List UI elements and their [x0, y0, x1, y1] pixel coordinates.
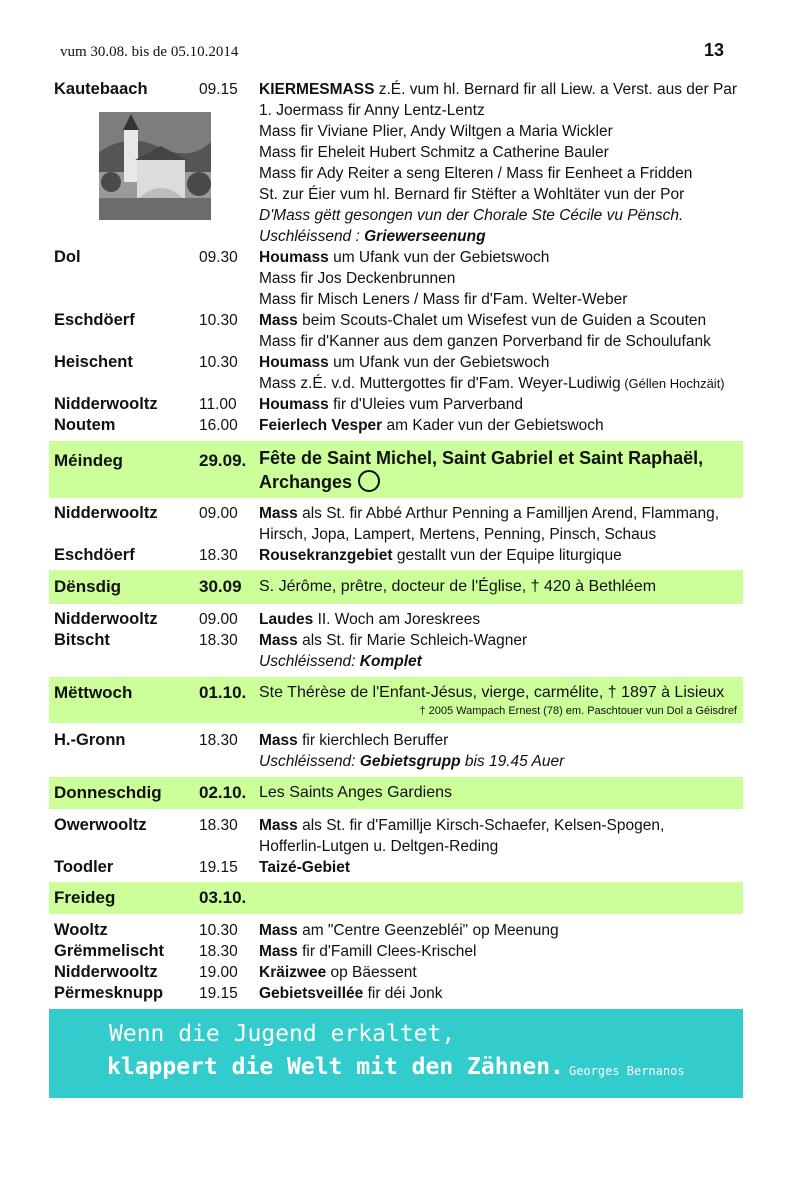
service-type: Mass [259, 922, 298, 939]
service-description [259, 205, 683, 226]
place-name: H.-Gronn [54, 731, 126, 749]
day-date: 01.10. [199, 683, 247, 702]
day-date: 30.09 [199, 577, 242, 596]
service-type: KIERMESMASS [259, 81, 375, 98]
day-header-tuesday [49, 570, 743, 604]
service-type: Mass [259, 732, 298, 749]
service-text: beim Scouts-Chalet um Wisefest vun de Guiden a Scouten [297, 312, 707, 329]
schedule-row [49, 751, 743, 772]
service-description [259, 142, 609, 163]
day-date: 29.09. [199, 451, 247, 470]
service-type: Gebietsveillée [259, 985, 364, 1002]
schedule-row [49, 373, 743, 394]
schedule-row [49, 247, 743, 268]
service-text: als St. fir d'Famillje Kirsch-Schaefer, Kelsen-Spogen, [297, 817, 665, 834]
feast-line-2: Archanges [259, 472, 353, 492]
service-description [259, 289, 627, 310]
schedule-row [49, 310, 743, 331]
service-description [259, 373, 725, 394]
schedule-row [49, 415, 743, 436]
feast-text: Ste Thérèse de l'Enfant-Jésus, vierge, carmélite, † 1897 à Lisieux [259, 684, 725, 701]
service-text: fir kierchlech Beruffer [297, 732, 449, 749]
schedule-row [49, 836, 743, 857]
schedule-row [49, 394, 743, 415]
italic-note: D'Mass gëtt gesongen vun der Chorale Ste Cécile vu Pënsch. [259, 207, 684, 224]
schedule-row [49, 503, 743, 524]
service-time: 09.00 [199, 505, 238, 522]
schedule-row [49, 983, 743, 1004]
service-description [259, 226, 486, 247]
service-description [259, 651, 422, 672]
italic-note: Uschléissend: [259, 753, 360, 770]
service-text: Mass fir d'Kanner aus dem ganzen Porverband fir de Schoulufank [259, 333, 711, 350]
service-text: am "Centre Geenzebléi" op Meenung [297, 922, 559, 939]
monday-section [49, 503, 743, 566]
schedule-row [49, 268, 743, 289]
schedule-row [49, 857, 743, 878]
service-description [259, 247, 549, 268]
italic-note: Uschléissend : [259, 228, 365, 245]
schedule-row [49, 205, 743, 226]
service-description [259, 609, 480, 630]
place-name: Grëmmelischt [54, 942, 165, 960]
service-time: 18.30 [199, 943, 238, 960]
day-name: Méindeg [54, 451, 123, 470]
schedule-row [49, 941, 743, 962]
quote-line-1: Wenn die Jugend erkaltet, [109, 1021, 456, 1047]
service-time: 10.30 [199, 312, 238, 329]
italic-bold-note: Griewerseenung [364, 228, 486, 245]
service-time: 18.30 [199, 547, 238, 564]
quote-line-2: klappert die Welt mit den Zähnen. [107, 1054, 564, 1080]
service-description [259, 524, 656, 545]
day-name: Donneschdig [54, 783, 162, 802]
sunday-section [49, 79, 743, 436]
place-name: Nidderwooltz [54, 504, 158, 522]
service-text: Mass fir Misch Leners / Mass fir d'Fam. Welter-Weber [259, 291, 628, 308]
service-text: um Ufank vun der Gebietswoch [328, 249, 550, 266]
service-text: fir d'Famill Clees-Krischel [297, 943, 477, 960]
schedule-row [49, 331, 743, 352]
service-text: Mass z.É. v.d. Muttergottes fir d'Fam. Weyer-Ludiwig [259, 375, 621, 392]
service-description [259, 163, 692, 184]
place-name: Toodler [54, 858, 114, 876]
schedule-row [49, 121, 743, 142]
service-text: als St. fir Abbé Arthur Penning a Familljen Arend, Flammang, [297, 505, 720, 522]
schedule-row [49, 962, 743, 983]
circle-icon [358, 470, 380, 492]
italic-note: bis 19.45 Auer [460, 753, 565, 770]
schedule-row [49, 142, 743, 163]
schedule-row [49, 730, 743, 751]
service-description [259, 121, 613, 142]
service-type: Mass [259, 505, 298, 522]
day-name: Dënsdig [54, 577, 122, 596]
service-description [259, 268, 455, 289]
service-description [259, 857, 350, 878]
service-text: II. Woch am Joreskrees [313, 611, 481, 628]
service-time: 09.15 [199, 81, 238, 98]
quote-box [49, 1009, 743, 1098]
service-time: 09.30 [199, 249, 238, 266]
service-text: Mass fir Viviane Plier, Andy Wiltgen a Maria Wickler [259, 123, 613, 140]
schedule-row [49, 100, 743, 121]
schedule-row [49, 524, 743, 545]
service-description [259, 836, 498, 857]
service-type: Houmass [259, 396, 329, 413]
schedule-row [49, 79, 743, 100]
service-time: 19.00 [199, 964, 238, 981]
schedule-row [49, 609, 743, 630]
place-name: Nidderwooltz [54, 610, 158, 628]
service-type: Feierlech Vesper [259, 417, 383, 434]
schedule-row [49, 226, 743, 247]
service-time: 18.30 [199, 817, 238, 834]
service-type: Houmass [259, 249, 329, 266]
service-text: am Kader vun der Gebietswoch [382, 417, 604, 434]
service-description [259, 730, 448, 751]
service-description [259, 79, 737, 100]
service-text: um Ufank vun der Gebietswoch [328, 354, 550, 371]
day-name: Freideg [54, 888, 116, 907]
place-name: Noutem [54, 416, 116, 434]
place-name: Dol [54, 248, 81, 266]
service-description [259, 184, 684, 205]
italic-bold-note: Gebietsgrupp [359, 753, 461, 770]
place-name: Nidderwooltz [54, 395, 158, 413]
service-description [259, 815, 664, 836]
service-text: Mass fir Jos Deckenbrunnen [259, 270, 456, 287]
day-header-thursday [49, 777, 743, 809]
service-description [259, 100, 485, 121]
day-header-monday [49, 441, 743, 498]
service-description [259, 310, 706, 331]
service-description [259, 394, 523, 415]
service-text: fir déi Jonk [363, 985, 443, 1002]
feast-text: S. Jérôme, prêtre, docteur de l'Église, † 420 à Bethléem [259, 578, 657, 595]
schedule-row [49, 163, 743, 184]
service-type: Kräizwee [259, 964, 327, 981]
service-text: z.É. vum hl. Bernard fir all Liew. a Verst. aus der Par [374, 81, 738, 98]
service-description [259, 503, 719, 524]
place-name: Heischent [54, 353, 133, 371]
service-text: op Bäessent [326, 964, 417, 981]
service-description [259, 545, 622, 566]
service-type: Mass [259, 632, 298, 649]
service-description [259, 331, 711, 352]
service-text: St. zur Éier vum hl. Bernard fir Stëfter a Wohltäter vun der Por [259, 186, 685, 203]
service-text: gestallt vun der Equipe liturgique [392, 547, 622, 564]
day-header-friday [49, 882, 743, 914]
day-date: 03.10. [199, 888, 247, 907]
day-header-wednesday [49, 677, 743, 723]
obituary-note: † 2005 Wampach Ernest (78) em. Paschtouer vun Dol a Géisdref [419, 705, 737, 717]
day-date: 02.10. [199, 783, 247, 802]
service-type: Mass [259, 312, 298, 329]
service-time: 19.15 [199, 985, 238, 1002]
quote-author: Georges Bernanos [569, 1064, 685, 1078]
day-name: Mëttwoch [54, 683, 133, 702]
service-text: Mass fir Ady Reiter a seng Elteren / Mass fir Eenheet a Fridden [259, 165, 693, 182]
italic-note: Uschléissend: [259, 653, 360, 670]
place-name: Eschdöerf [54, 311, 135, 329]
schedule-row [49, 815, 743, 836]
service-description [259, 941, 476, 962]
service-type: Mass [259, 943, 298, 960]
page-number: 13 [703, 40, 724, 60]
service-text: 1. Joermass fir Anny Lentz-Lentz [259, 102, 485, 119]
service-text: Hofferlin-Lutgen u. Deltgen-Reding [259, 838, 499, 855]
place-name: Owerwooltz [54, 816, 147, 834]
place-name: Përmesknupp [54, 984, 164, 1002]
schedule-row [49, 545, 743, 566]
service-time: 10.30 [199, 922, 238, 939]
header-date-range: vum 30.08. bis de 05.10.2014 [60, 44, 239, 60]
schedule-row [49, 289, 743, 310]
service-description [259, 352, 549, 373]
service-description [259, 962, 417, 983]
service-description [259, 751, 564, 772]
service-type: Laudes [259, 611, 314, 628]
service-description [259, 630, 527, 651]
italic-bold-note: Komplet [359, 653, 422, 670]
feast-line-1: Fête de Saint Michel, Saint Gabriel et Saint Raphaël, [259, 448, 704, 468]
friday-section [49, 920, 743, 1004]
service-time: 10.30 [199, 354, 238, 371]
service-type: Houmass [259, 354, 329, 371]
service-text: Hirsch, Jopa, Lampert, Mertens, Penning, Pinsch, Schaus [259, 526, 657, 543]
service-text: als St. fir Marie Schleich-Wagner [297, 632, 528, 649]
place-name: Kautebaach [54, 80, 148, 98]
service-type: Rousekranzgebiet [259, 547, 393, 564]
service-time: 19.15 [199, 859, 238, 876]
service-type: Mass [259, 817, 298, 834]
service-time: 16.00 [199, 417, 238, 434]
place-name: Nidderwooltz [54, 963, 158, 981]
service-time: 18.30 [199, 732, 238, 749]
service-description [259, 920, 559, 941]
service-time: 11.00 [199, 396, 237, 413]
service-description [259, 983, 443, 1004]
schedule-row [49, 651, 743, 672]
schedule-row [49, 352, 743, 373]
service-time: 09.00 [199, 611, 238, 628]
thursday-section [49, 815, 743, 878]
small-note: (Géllen Hochzäit) [620, 376, 725, 391]
schedule-row [49, 920, 743, 941]
feast-text: Les Saints Anges Gardiens [259, 784, 453, 801]
place-name: Bitscht [54, 631, 110, 649]
service-time: 18.30 [199, 632, 238, 649]
schedule-row [49, 184, 743, 205]
service-text: fir d'Uleies vum Parverband [328, 396, 523, 413]
service-type: Taizé-Gebiet [259, 859, 351, 876]
place-name: Wooltz [54, 921, 108, 939]
service-description [259, 415, 604, 436]
schedule-row [49, 630, 743, 651]
wednesday-section [49, 730, 743, 772]
service-text: Mass fir Eheleit Hubert Schmitz a Catherine Bauler [259, 144, 609, 161]
tuesday-section [49, 609, 743, 672]
place-name: Eschdöerf [54, 546, 135, 564]
